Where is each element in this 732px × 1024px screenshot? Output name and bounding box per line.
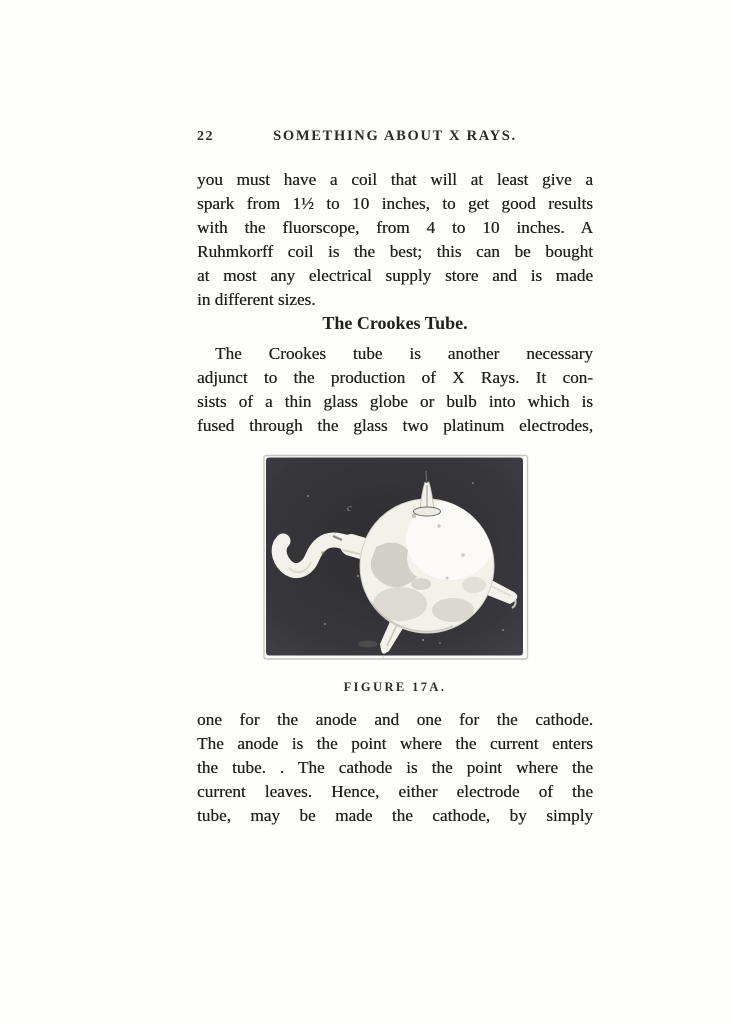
paragraph-crookes-intro (197, 342, 593, 438)
section-heading: The Crookes Tube. (322, 313, 468, 333)
running-title: SOMETHING ABOUT X RAYS. (273, 128, 517, 144)
running-header (197, 128, 593, 146)
text-line: Ruhmkorff coil is the best; this can be bought (197, 242, 593, 261)
figure-crookes-tube (263, 454, 529, 661)
text-line: The anode is the point where the current enters (197, 734, 593, 753)
text-line: tube, may be made the cathode, by simply (197, 806, 593, 825)
crookes-tube-illustration (263, 454, 529, 661)
text-line: at most any electrical supply store and is made (197, 266, 593, 285)
text-line: you must have a coil that will at least give a (197, 170, 593, 189)
scan-smudge (358, 641, 378, 648)
tube-bulb (360, 499, 494, 633)
text-line: the tube. . The cathode is the point where the (197, 758, 593, 777)
figure-caption: FIGURE 17A. (343, 680, 447, 694)
figure-label-c: c (347, 502, 352, 514)
page-number: 22 (197, 129, 214, 144)
text-line: fused through the glass two platinum electrodes, (197, 416, 593, 435)
text-line: in different sizes. (197, 290, 316, 309)
paragraph-anode-cathode (197, 708, 593, 828)
text-line: current leaves. Hence, either electrode of the (197, 782, 593, 801)
text-line: sists of a thin glass globe or bulb into which is (197, 392, 593, 411)
text-line: one for the anode and one for the cathode. (197, 710, 593, 729)
paragraph-coil (197, 168, 593, 312)
text-line: with the fluorscope, from 4 to 10 inches. A (197, 218, 593, 237)
text-line: spark from 1½ to 10 inches, to get good results (197, 194, 593, 213)
text-line: The Crookes tube is another necessary (215, 344, 593, 363)
text-line: adjunct to the production of X Rays. It con- (197, 368, 593, 387)
